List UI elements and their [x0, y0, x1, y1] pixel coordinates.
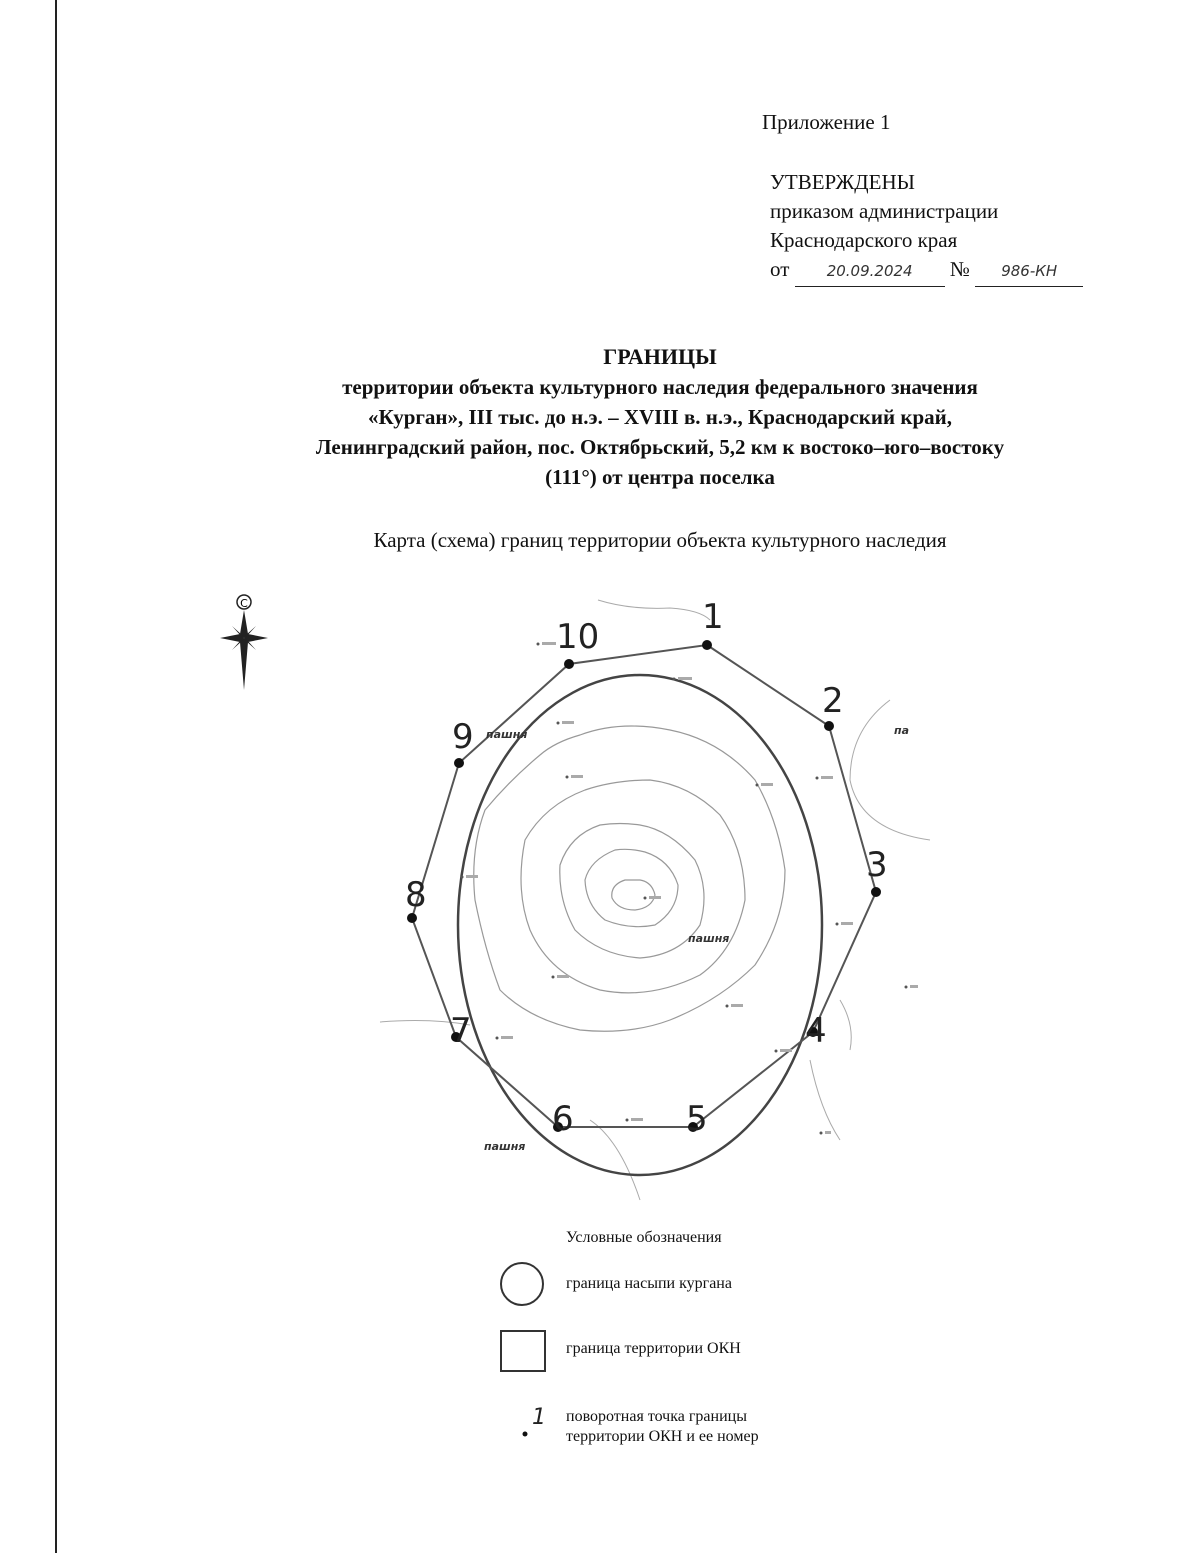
turning-point-1	[702, 640, 712, 650]
point-label-5: 5	[686, 1099, 708, 1139]
background-linework	[380, 600, 930, 1200]
title-line4: (111°) от центра поселка	[545, 465, 775, 489]
land-labels	[484, 724, 909, 1153]
order-date-line	[770, 255, 1083, 287]
map-subtitle: Карта (схема) границ территории объекта культурного наследия	[373, 528, 947, 552]
legend-turning-point-symbol	[516, 1402, 546, 1442]
turning-point-10	[564, 659, 574, 669]
land-label-arable-1: пашня	[486, 728, 528, 741]
land-label-arable-4: па	[894, 724, 910, 737]
okn-territory-boundary	[412, 645, 876, 1127]
compass-letter: С	[240, 597, 248, 610]
title-line2: «Курган», III тыс. до н.э. – XVIII в. н.э., Краснодарский край,	[367, 405, 952, 429]
land-label-arable-3: пашня	[484, 1140, 526, 1153]
point-label-10: 10	[556, 617, 600, 657]
point-label-1: 1	[702, 597, 724, 637]
legend-turning-point-label	[566, 1407, 759, 1447]
page-margin-line	[55, 0, 57, 1553]
from-label: от	[770, 257, 790, 281]
legend-mound-boundary-label: граница насыпи кургана	[566, 1275, 732, 1292]
approval-block	[770, 168, 1083, 287]
title-heading: ГРАНИЦЫ	[603, 344, 717, 369]
point-label-9: 9	[452, 717, 474, 757]
handwritten-date: 20.09.2024	[795, 257, 945, 287]
turning-point-2	[824, 721, 834, 731]
point-label-6: 6	[552, 1099, 574, 1139]
legend-okn-boundary-label: граница территории ОКН	[566, 1340, 741, 1357]
legend-title: Условные обозначения	[566, 1229, 722, 1246]
legend-point-number: 1	[532, 1405, 546, 1430]
appendix-label: Приложение 1	[762, 110, 891, 134]
approved-by-line2: Краснодарского края	[770, 228, 958, 252]
document-title	[160, 342, 1160, 492]
turning-point-3	[871, 887, 881, 897]
legend-turning-point-label-line2: территории ОКН и ее номер	[566, 1428, 759, 1445]
point-label-2: 2	[822, 681, 844, 721]
turning-point-labels	[405, 597, 888, 1139]
point-label-7: 7	[450, 1011, 472, 1051]
handwritten-number: 986-КН	[975, 257, 1083, 287]
boundary-map	[200, 580, 960, 1220]
compass-rose-icon	[220, 595, 268, 690]
point-label-4: 4	[805, 1011, 827, 1051]
legend-okn-boundary-symbol	[500, 1330, 546, 1372]
mound-boundary	[458, 675, 822, 1175]
point-label-8: 8	[405, 875, 427, 915]
elevation-marks	[461, 642, 919, 1135]
approved-label: УТВЕРЖДЕНЫ	[770, 170, 915, 194]
contour-lines	[474, 726, 785, 1031]
legend-mound-boundary-symbol	[500, 1262, 544, 1306]
turning-point-9	[454, 758, 464, 768]
title-line3: Ленинградский район, пос. Октябрьский, 5,2 км к востоко–юго–востоку	[315, 435, 1005, 459]
point-label-3: 3	[866, 845, 888, 885]
number-label: №	[949, 257, 970, 281]
land-label-arable-2: пашня	[688, 932, 730, 945]
legend-turning-point-label-line1: поворотная точка границы	[566, 1408, 747, 1425]
title-line1: территории объекта культурного наследия федерального значения	[342, 375, 978, 399]
approved-by-line1: приказом администрации	[770, 199, 999, 223]
